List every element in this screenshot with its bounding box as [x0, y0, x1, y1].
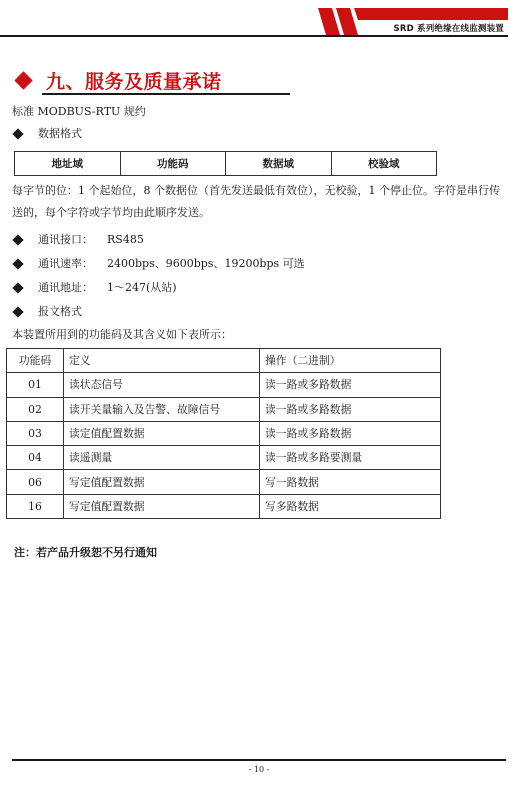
- table-cell: 读一路或多路数据: [260, 397, 441, 421]
- table-cell: 读遥测量: [64, 446, 260, 470]
- header-cell: 定义: [64, 349, 260, 373]
- table-cell: 01: [7, 373, 64, 397]
- table-cell: 03: [7, 421, 64, 445]
- table-cell: 写一路数据: [260, 470, 441, 494]
- frame-cell: 数据域: [226, 152, 332, 176]
- bullet-message-format: [12, 304, 82, 319]
- bullet-label: 通讯地址：: [38, 281, 93, 294]
- table-cell: 读一路或多路要测量: [260, 446, 441, 470]
- table-row: [7, 373, 441, 397]
- intro-text: 标准 MODBUS-RTU 规约: [12, 105, 146, 118]
- bullet-value: 1～247(从站): [107, 281, 177, 294]
- table-cell: 16: [7, 494, 64, 518]
- bullet-data-format: [12, 126, 82, 141]
- table-cell: 02: [7, 397, 64, 421]
- table-row: [7, 421, 441, 445]
- bullet-label: 数据格式: [38, 127, 82, 140]
- bullet-rate: [12, 256, 305, 271]
- header-cell: 功能码: [7, 349, 64, 373]
- bullet-address: [12, 280, 177, 295]
- bullet-value: 2400bps、9600bps、19200bps 可选: [107, 257, 305, 270]
- function-code-table: [6, 348, 441, 519]
- red-diamond-icon: [14, 71, 32, 89]
- header-cell: 操作（二进制）: [260, 349, 441, 373]
- header-title: SRD 系列绝缘在线监测装置: [393, 24, 504, 34]
- table-header-row: [7, 349, 441, 373]
- bullet-diamond-icon: [12, 128, 23, 139]
- bullet-value: RS485: [107, 233, 144, 246]
- table-cell: 读状态信号: [64, 373, 260, 397]
- footer-rule: [12, 759, 506, 761]
- bullet-interface: [12, 232, 144, 247]
- table-row: [7, 470, 441, 494]
- frame-cell: 地址域: [15, 152, 121, 176]
- table-row: [7, 494, 441, 518]
- bullet-diamond-icon: [12, 258, 23, 269]
- section-title: 九、服务及质量承诺: [46, 70, 222, 93]
- bullet-diamond-icon: [12, 234, 23, 245]
- table-cell: 06: [7, 470, 64, 494]
- table-cell: 读定值配置数据: [64, 421, 260, 445]
- bullet-diamond-icon: [12, 282, 23, 293]
- frame-format-table: [14, 151, 437, 176]
- table-cell: 写定值配置数据: [64, 494, 260, 518]
- table-cell: 读开关量输入及告警、故障信号: [64, 397, 260, 421]
- bullet-label: 通讯接口：: [38, 233, 93, 246]
- table-cell: 写多路数据: [260, 494, 441, 518]
- table-row: [7, 446, 441, 470]
- table-cell: 读一路或多路数据: [260, 373, 441, 397]
- header-stripes: [0, 0, 518, 40]
- section-underline: [42, 93, 290, 95]
- table-intro: 本装置所用到的功能码及其含义如下表所示：: [12, 328, 232, 341]
- frame-cell: 校验域: [331, 152, 437, 176]
- bullet-label: 报文格式: [38, 305, 82, 318]
- table-row: [7, 397, 441, 421]
- page-number: - 10 -: [248, 765, 270, 774]
- bullet-label: 通讯速率：: [38, 257, 93, 270]
- section-heading: [14, 67, 222, 93]
- bullet-diamond-icon: [12, 306, 23, 317]
- table-cell: 读一路或多路数据: [260, 421, 441, 445]
- frame-cell: 功能码: [120, 152, 226, 176]
- upgrade-note: 注：若产品升级恕不另行通知: [14, 546, 157, 559]
- page-header: [0, 0, 518, 40]
- table-cell: 写定值配置数据: [64, 470, 260, 494]
- byte-description: 每字节的位：1 个起始位，8 个数据位（首先发送最低有效位），无校验，1 个停止位。字符是串行传送的，每个字符或字节均由此顺序发送。: [12, 184, 500, 219]
- table-cell: 04: [7, 446, 64, 470]
